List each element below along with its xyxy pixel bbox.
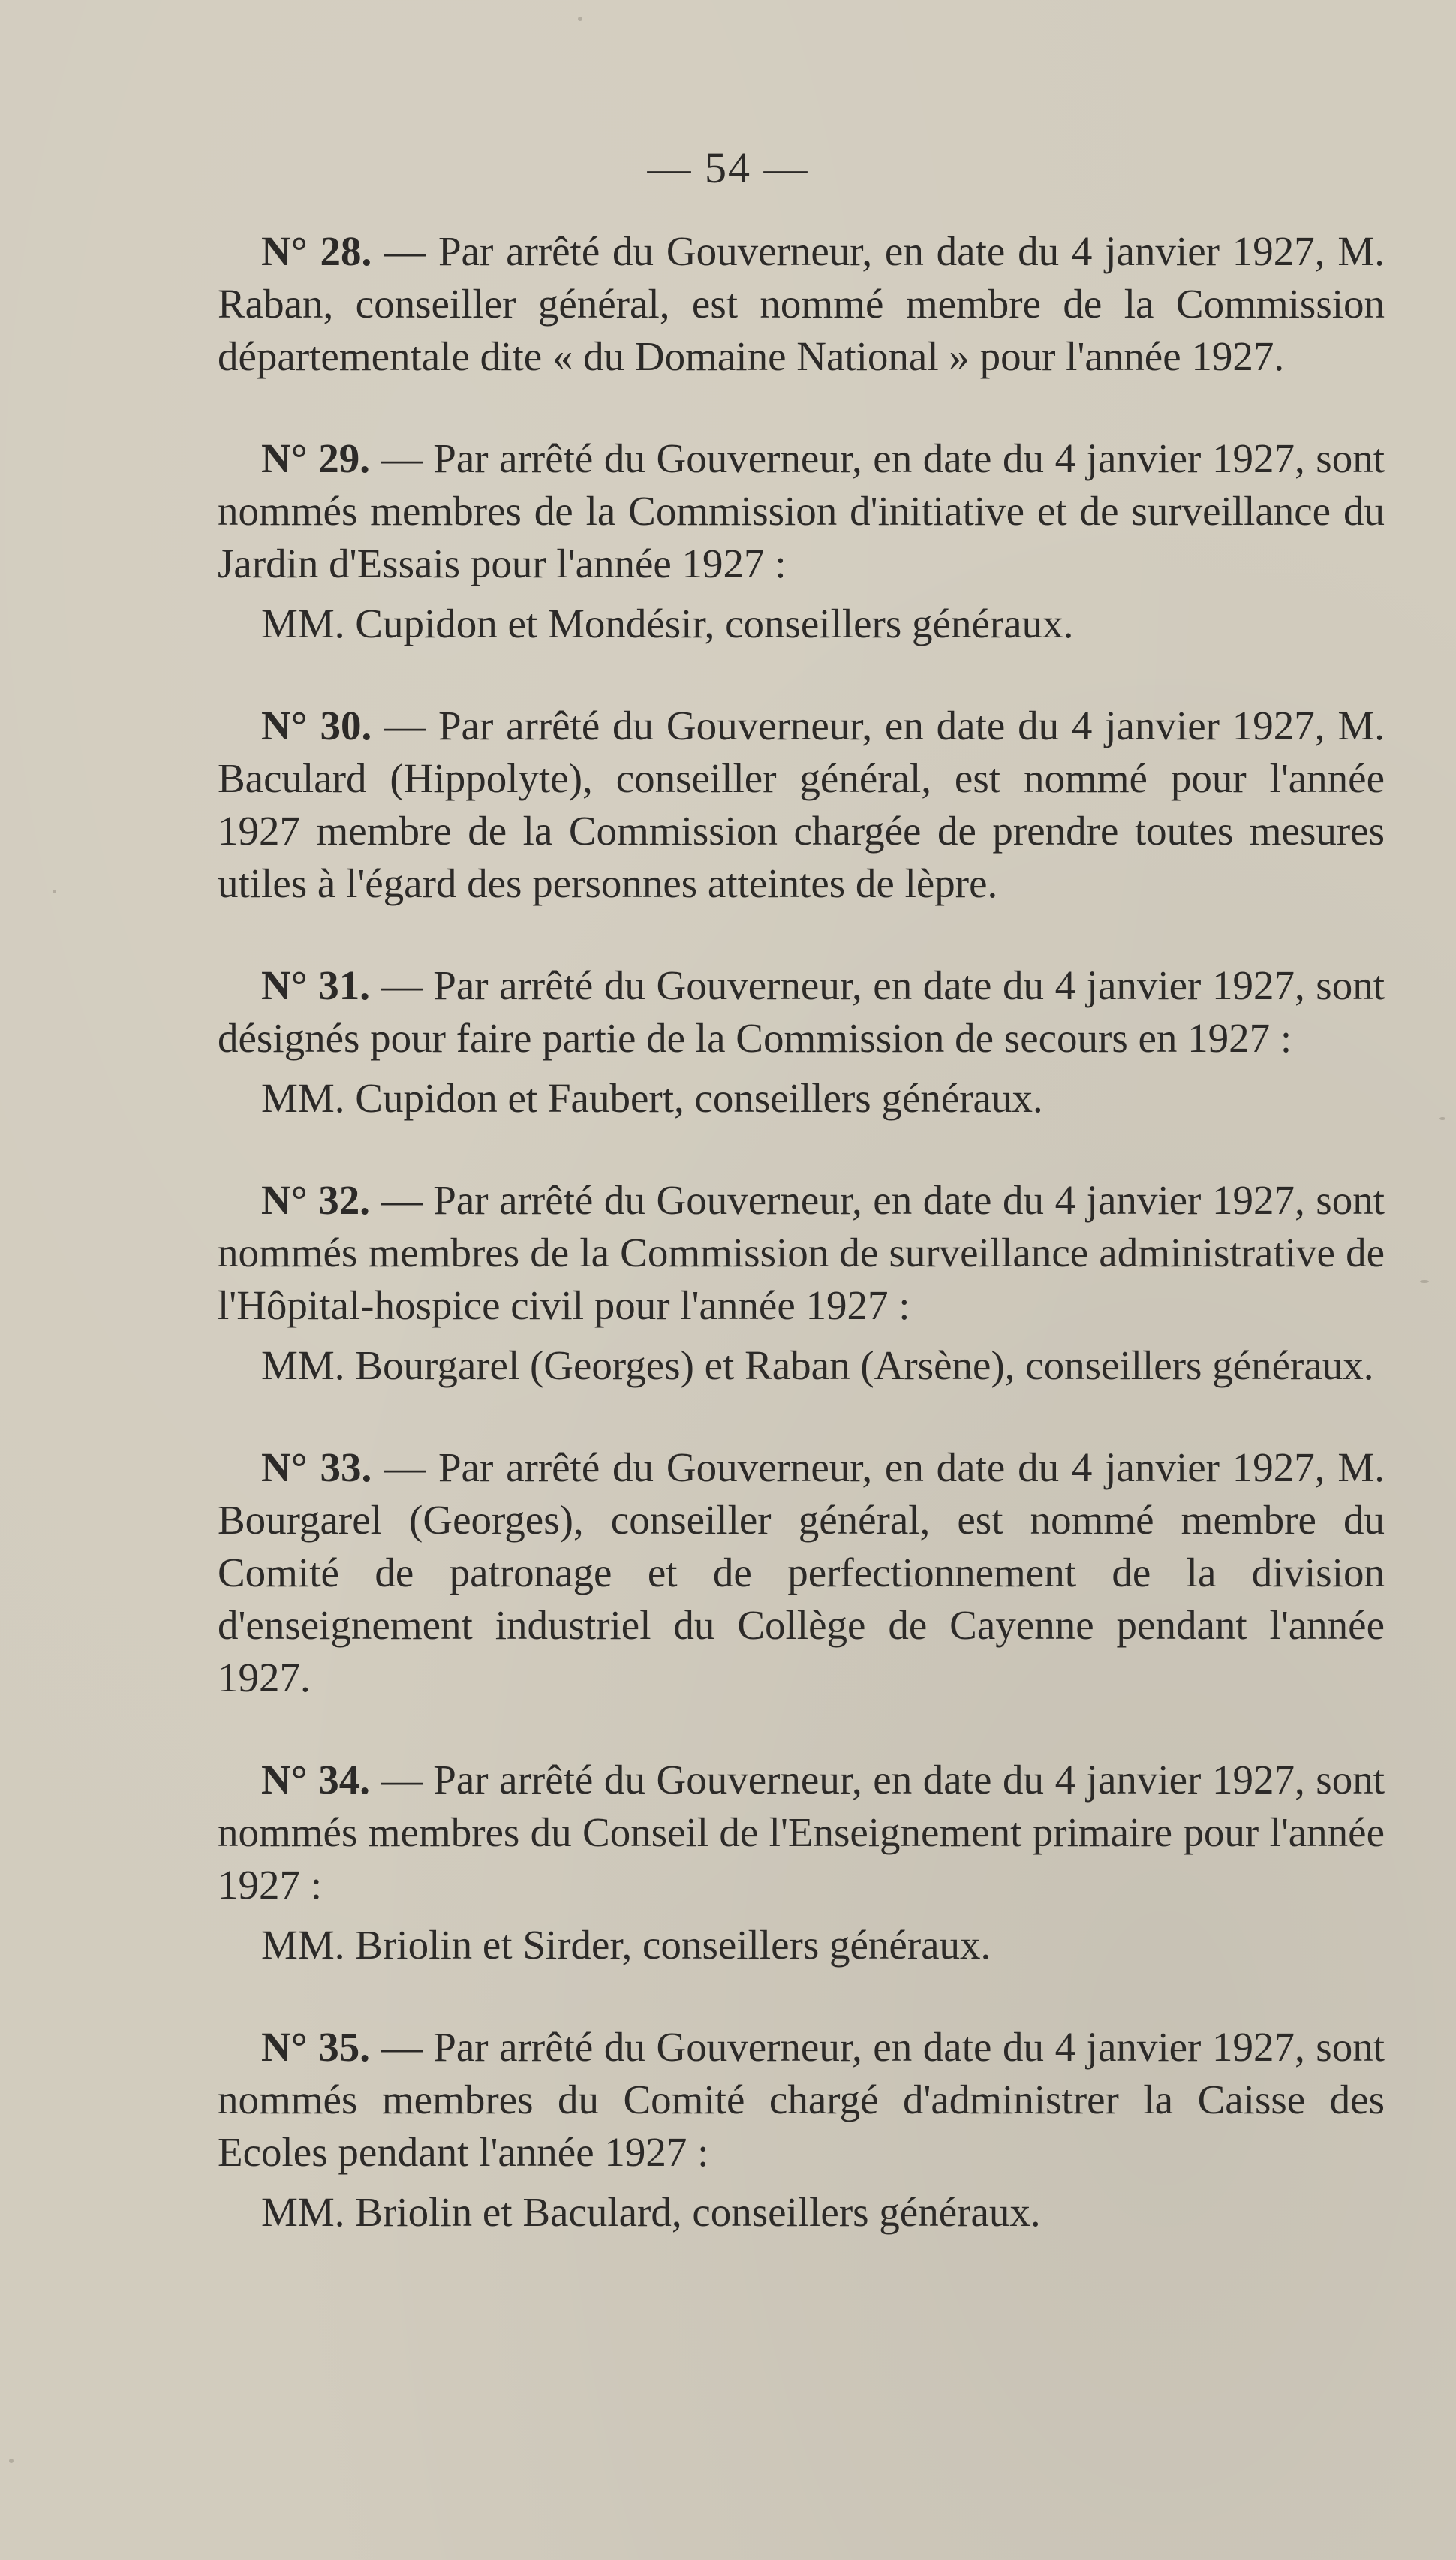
decree-number: N° 33. [261, 1444, 372, 1490]
decree-paragraph [218, 1174, 1385, 1332]
decree-members: MM. Briolin et Sirder, conseillers généraux. [261, 1922, 991, 1968]
paper-speck [9, 2459, 14, 2463]
decree-members: MM. Cupidon et Mondésir, conseillers généraux. [261, 601, 1074, 646]
decree-paragraph [218, 700, 1385, 910]
decree-paragraph [218, 2021, 1385, 2179]
paper-speck [578, 17, 582, 21]
decree-text: — Par arrêté du Gouverneur, en date du 4 janvier 1927, sont nommés membres du Comité chargé d'administrer la Caisse des Ecoles pendant l'année 1927 : [218, 2024, 1385, 2175]
decree-entry-35 [218, 2021, 1385, 2239]
decree-members: MM. Briolin et Baculard, conseillers généraux. [261, 2189, 1041, 2235]
decree-number: N° 28. [261, 228, 372, 274]
decree-entry-28 [218, 225, 1385, 383]
decree-entry-31 [218, 959, 1385, 1125]
decree-text: — Par arrêté du Gouverneur, en date du 4 janvier 1927, sont nommés membres du Conseil de l'Enseignement primaire pour l'année 1927 : [218, 1757, 1385, 1908]
decree-text: — Par arrêté du Gouverneur, en date du 4 janvier 1927, M. Baculard (Hippolyte), conseiller général, est nommé pour l'année 1927 membre de la Commission chargée de prendre toutes mesures utiles à l'égard des personnes atteintes de lèpre. [218, 703, 1385, 906]
paper-speck [53, 890, 56, 893]
decree-text: — Par arrêté du Gouverneur, en date du 4 janvier 1927, sont nommés membres de la Commission de surveillance administrative de l'Hôpital-hospice civil pour l'année 1927 : [218, 1177, 1385, 1328]
decree-number: N° 30. [261, 703, 372, 748]
decree-number: N° 29. [261, 435, 371, 481]
decree-list [218, 225, 1385, 2288]
paper-speck [1420, 1280, 1429, 1283]
decree-paragraph [218, 225, 1385, 383]
paper-speck [1439, 1117, 1445, 1120]
decree-members: MM. Bourgarel (Georges) et Raban (Arsène), conseillers généraux. [261, 1342, 1374, 1388]
decree-members: MM. Cupidon et Faubert, conseillers généraux. [261, 1075, 1043, 1121]
decree-text: — Par arrêté du Gouverneur, en date du 4 janvier 1927, M. Bourgarel (Georges), conseiller général, est nommé membre du Comité de patronage et de perfectionnement de la division d'enseignement industriel du Collège de Cayenne pendant l'année 1927. [218, 1444, 1385, 1700]
decree-entry-32 [218, 1174, 1385, 1392]
decree-entry-34 [218, 1754, 1385, 1971]
decree-number: N° 32. [261, 1177, 371, 1223]
decree-number: N° 35. [261, 2024, 371, 2070]
decree-entry-30 [218, 700, 1385, 910]
decree-number: N° 34. [261, 1757, 371, 1803]
decree-text: — Par arrêté du Gouverneur, en date du 4 janvier 1927, M. Raban, conseiller général, est nommé membre de la Commission départementale dite « du Domaine National » pour l'année 1927. [218, 228, 1385, 379]
decree-paragraph [218, 1441, 1385, 1704]
decree-number: N° 31. [261, 962, 371, 1008]
decree-text: — Par arrêté du Gouverneur, en date du 4 janvier 1927, sont nommés membres de la Commission d'initiative et de surveillance du Jardin d'Essais pour l'année 1927 : [218, 435, 1385, 586]
decree-paragraph [218, 1754, 1385, 1911]
decree-entry-29 [218, 432, 1385, 650]
page-number: — 54 — [647, 143, 809, 192]
decree-paragraph [218, 959, 1385, 1065]
decree-text: — Par arrêté du Gouverneur, en date du 4 janvier 1927, sont désignés pour faire partie de la Commission de secours en 1927 : [218, 962, 1385, 1061]
decree-paragraph [218, 432, 1385, 590]
decree-entry-33 [218, 1441, 1385, 1704]
